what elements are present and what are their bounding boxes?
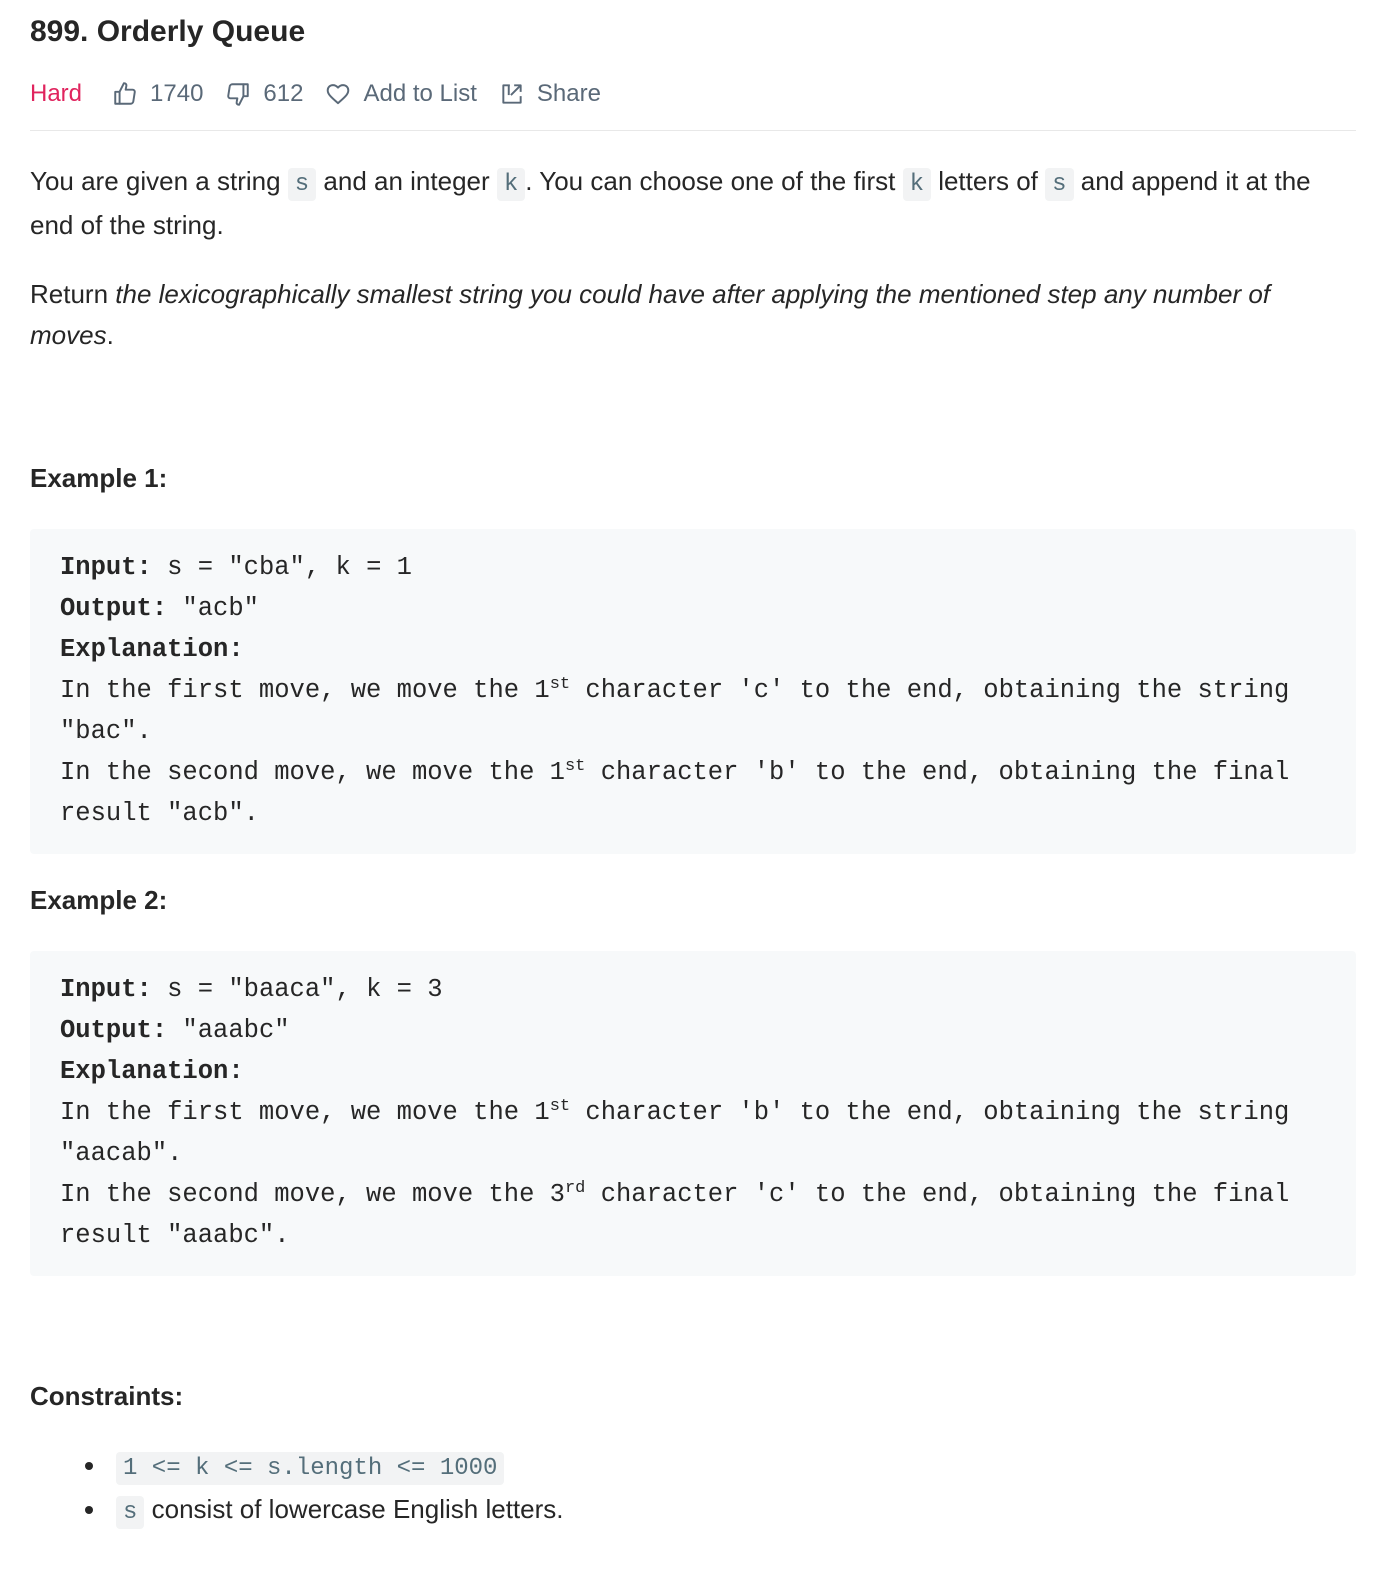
explanation-text: character 'b' to the end, obtaining the string "aacab". [60, 1098, 1305, 1168]
constraint-text: consist of lowercase English letters. [144, 1494, 564, 1524]
output-label: Output: [60, 1016, 168, 1045]
share-label: Share [536, 80, 601, 107]
example-explanation-line-2 [60, 1174, 1326, 1256]
explanation-text: character 'c' to the end, obtaining the final result "aaabc". [60, 1180, 1305, 1250]
description-paragraph-1 [30, 161, 1356, 246]
example-explanation-label [60, 629, 1326, 670]
like-count: 1740 [150, 80, 204, 107]
thumbs-up-icon [112, 81, 138, 107]
output-value: "aaabc" [167, 1016, 290, 1045]
explanation-label: Explanation: [60, 635, 244, 664]
desc-text: . You can choose one of the first [525, 166, 903, 196]
add-to-list-button[interactable] [325, 80, 476, 108]
input-label: Input: [60, 553, 152, 582]
desc-text: . [106, 320, 114, 350]
example-explanation-line-1 [60, 670, 1326, 752]
difficulty-label: Hard [30, 80, 83, 107]
input-value: s = "cba", k = 1 [151, 553, 412, 582]
example-input-line [60, 969, 1326, 1010]
example-input-line [60, 547, 1326, 588]
ordinal-suffix: st [549, 675, 571, 694]
example-explanation-line-1 [60, 1092, 1326, 1174]
example-2-block [30, 951, 1356, 1276]
ordinal-suffix: st [564, 757, 586, 776]
example-2-title: Example 2: [30, 885, 168, 915]
example-explanation-line-2 [60, 752, 1326, 834]
problem-title: 899. Orderly Queue [30, 15, 306, 48]
dislike-button[interactable] [225, 80, 303, 108]
desc-emphasis: the lexicographically smallest string you could have after applying the mentioned step any number of moves [30, 279, 1271, 350]
input-label: Input: [60, 975, 152, 1004]
desc-text: letters of [930, 166, 1046, 196]
explanation-text: character 'c' to the end, obtaining the string "bac". [60, 676, 1305, 746]
desc-text: and an integer [316, 166, 497, 196]
explanation-label: Explanation: [60, 1057, 244, 1086]
inline-code-s: s [288, 168, 316, 201]
example-output-line [60, 588, 1326, 629]
ordinal-suffix: rd [564, 1179, 586, 1198]
header-divider [30, 130, 1356, 131]
constraint-item [108, 1445, 1356, 1489]
constraints-list [30, 1445, 1356, 1533]
example-1-block [30, 529, 1356, 854]
constraint-item [108, 1489, 1356, 1533]
constraint-code: 1 <= k <= s.length <= 1000 [116, 1452, 504, 1485]
constraints-title: Constraints: [30, 1381, 184, 1411]
heart-icon [325, 81, 351, 107]
explanation-text: character 'b' to the end, obtaining the final result "acb". [60, 758, 1305, 828]
explanation-text: In the first move, we move the 1 [60, 1098, 550, 1127]
dislike-count: 612 [263, 80, 304, 107]
input-value: s = "baaca", k = 3 [151, 975, 443, 1004]
example-explanation-label [60, 1051, 1326, 1092]
ordinal-suffix: st [549, 1097, 571, 1116]
explanation-text: In the second move, we move the 1 [60, 758, 565, 787]
inline-code-k: k [497, 168, 525, 201]
desc-text: You are given a string [30, 166, 288, 196]
explanation-text: In the first move, we move the 1 [60, 676, 550, 705]
constraint-code: s [116, 1496, 144, 1529]
like-button[interactable] [112, 80, 203, 108]
add-to-list-label: Add to List [363, 80, 477, 107]
explanation-text: In the second move, we move the 3 [60, 1180, 565, 1209]
output-label: Output: [60, 594, 168, 623]
problem-meta-bar [30, 74, 1356, 114]
description-paragraph-2 [30, 274, 1356, 356]
inline-code-s: s [1045, 168, 1073, 201]
desc-text: Return [30, 279, 116, 309]
output-value: "acb" [167, 594, 259, 623]
inline-code-k: k [903, 168, 931, 201]
example-1-title: Example 1: [30, 463, 168, 493]
desc-text: and append it at the end of the string. [30, 166, 1311, 240]
share-button[interactable] [499, 80, 601, 108]
share-icon [499, 81, 525, 107]
example-output-line [60, 1010, 1326, 1051]
thumbs-down-icon [225, 81, 251, 107]
